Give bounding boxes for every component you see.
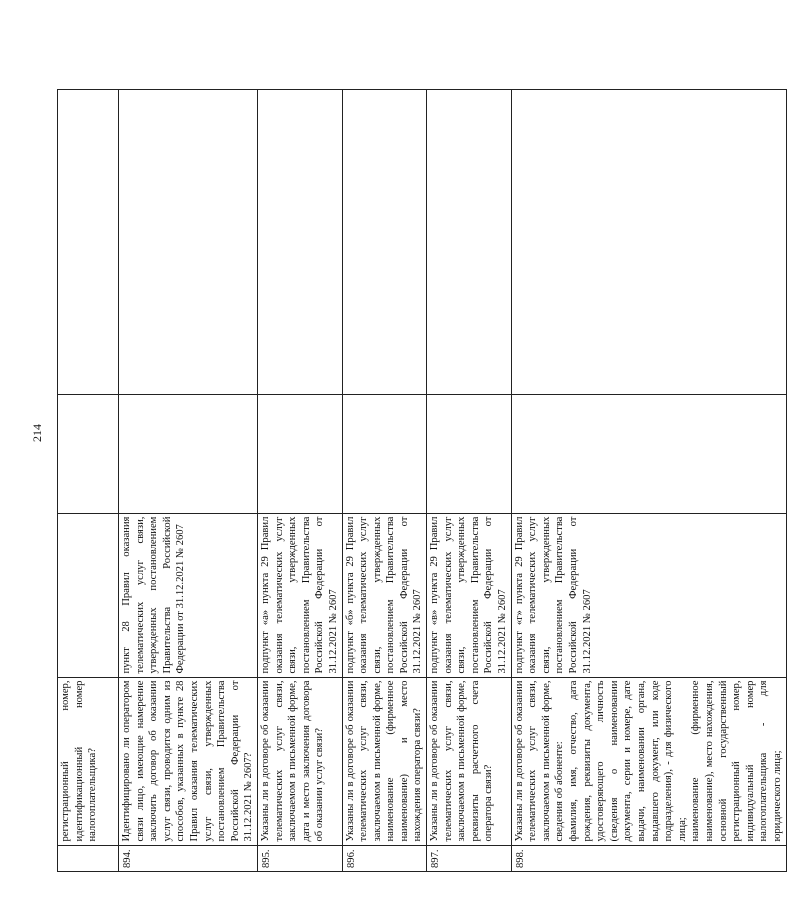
table-row — [58, 90, 119, 872]
question-cell: Идентифицировано ли оператором связи лицо, имеющие намерение заключить договор об оказании услуг связи, проводится одним из способов, указанных в пункте 28 Правил оказания телематических услуг связи, утвержденных постановлением Правительства Российской Федерации от 31.12.2021 № 2607? — [119, 677, 258, 845]
note-cell — [342, 90, 427, 396]
rotated-table-container — [57, 89, 783, 872]
question-cell: Указаны ли в договоре об оказании телематических услуг связи, заключаемом в письменной форме, реквизиты расчетного счета оператора связи? — [427, 677, 512, 845]
basis-cell — [58, 513, 119, 677]
basis-cell: подпункт «г» пункта 29 Правил оказания телематических услуг связи, утвержденных постановлением Правительства Российской Федерации от 31.12.2021 № 2607 — [511, 513, 786, 677]
page-number: 214 — [30, 424, 44, 442]
table-row — [342, 90, 427, 872]
answer-cell — [58, 395, 119, 513]
table-row — [427, 90, 512, 872]
question-line: наименование (фирменное наименование), место нахождения, основной государственный регистрационный номер, индивидуальный номер налогоплательщика - для юридического лица; — [690, 680, 783, 842]
question-cell: регистрационный номер, идентификационный номер налогоплательщика? — [58, 677, 119, 845]
row-number — [58, 845, 119, 871]
question-cell: Указаны ли в договоре об оказании телематических услуг связи, заключаемом в письменной форме, наименование (фирменное наименование) и место нахождения оператора связи? — [342, 677, 427, 845]
row-number: 895. — [257, 845, 342, 871]
question-line: Указаны ли в договоре об оказании телематических услуг связи, заключаемом в письменной форме, сведения об абоненте: — [513, 680, 566, 842]
checklist-table — [57, 89, 787, 872]
note-cell — [119, 90, 258, 396]
row-number: 896. — [342, 845, 427, 871]
table-row — [257, 90, 342, 872]
question-cell: Указаны ли в договоре об оказании телематических услуг связи, заключаемом в письменной форме, дата и место заключения договора об оказании услуг связи? — [257, 677, 342, 845]
note-cell — [257, 90, 342, 396]
basis-cell: подпункт «а» пункта 29 Правил оказания телематических услуг связи, утвержденных постановлением Правительства Российской Федерации от 31.12.2021 № 2607 — [257, 513, 342, 677]
note-cell — [511, 90, 786, 396]
answer-cell — [511, 395, 786, 513]
basis-cell: подпункт «б» пункта 29 Правил оказания телематических услуг связи, утвержденных постановлением Правительства Российской Федерации от 31.12.2021 № 2607 — [342, 513, 427, 677]
basis-cell: подпункт «в» пункта 29 Правил оказания телематических услуг связи, утвержденных постановлением Правительства Российской Федерации от 31.12.2021 № 2607 — [427, 513, 512, 677]
answer-cell — [257, 395, 342, 513]
row-number: 894. — [119, 845, 258, 871]
table-row — [511, 90, 786, 872]
note-cell — [58, 90, 119, 396]
row-number: 898. — [511, 845, 786, 871]
basis-cell: пункт 28 Правил оказания телематических услуг связи, утвержденных постановлением Правительства Российской Федерации от 31.12.2021 № 2607 — [119, 513, 258, 677]
table-row — [119, 90, 258, 872]
note-cell — [427, 90, 512, 396]
answer-cell — [342, 395, 427, 513]
question-line: фамилия, имя, отчество, дата рождения, реквизиты документа, удостоверяющего личность (сведения о наименовании документа, серии и номере, дате выдачи, наименовании органа, выдавшего документ, или коде подразделения), - для физического лица; — [568, 680, 688, 842]
answer-cell — [427, 395, 512, 513]
question-cell — [511, 677, 786, 845]
answer-cell — [119, 395, 258, 513]
row-number: 897. — [427, 845, 512, 871]
